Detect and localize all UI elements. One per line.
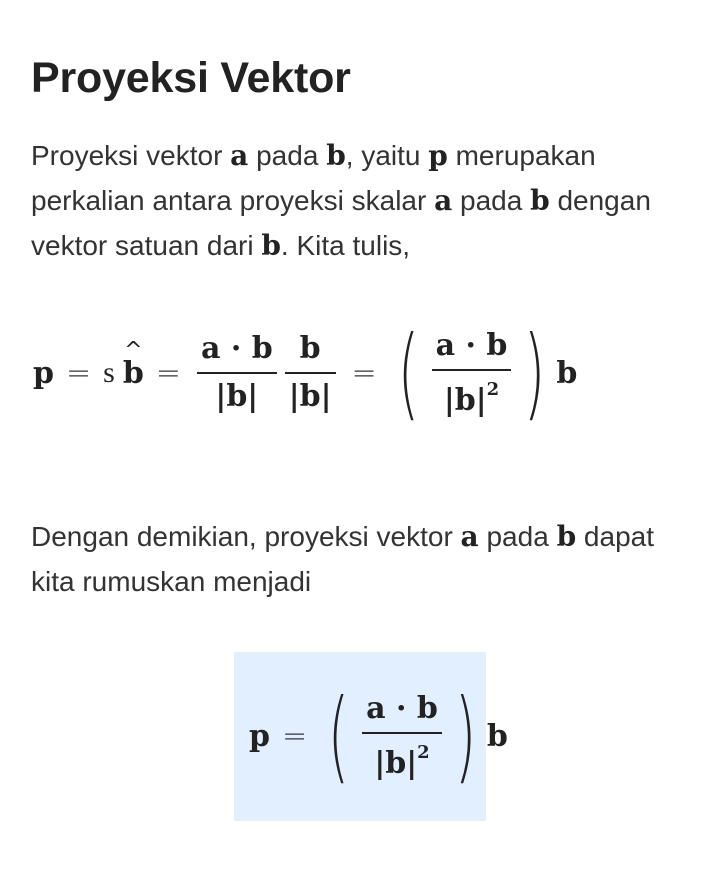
vector-b: b [530, 184, 550, 217]
fraction-bar [432, 369, 512, 371]
page-title: Proyeksi Vektor [31, 54, 351, 102]
vector-a: a [434, 184, 453, 217]
vector-a: a [460, 520, 479, 553]
math-p: p [249, 718, 270, 754]
fraction-scalar-projection [197, 330, 277, 416]
fraction-numerator: a · b [366, 690, 438, 726]
equals-sign: = [351, 355, 377, 391]
fraction-denominator: |b| [288, 379, 332, 414]
equals-sign: = [155, 355, 181, 391]
vector-a: a [230, 139, 249, 172]
exponent: 2 [417, 741, 430, 763]
paragraph-intro: Proyeksi vektor a pada b, yaitu p merupakan perkalian antara proyeksi skalar a pada b dengan vektor satuan dari b. Kita tulis, [31, 139, 651, 262]
vector-b: b [261, 229, 281, 262]
vector-b: b [326, 139, 346, 172]
math-b: b [556, 355, 578, 391]
exponent: 2 [486, 378, 500, 400]
fraction-numerator: b [299, 331, 321, 366]
math-b-hat: ^ b [123, 356, 144, 391]
fraction-denominator: |b| [215, 379, 259, 414]
fraction-bar [197, 372, 277, 374]
fraction-numerator: a · b [200, 331, 273, 366]
left-paren: ( [327, 677, 350, 794]
fraction-bar [362, 732, 442, 734]
math-p: p [33, 355, 54, 391]
right-paren: ) [454, 677, 477, 794]
projection-derivation-equation [33, 314, 578, 431]
vector-b: b [556, 520, 577, 553]
fraction-coefficient [362, 690, 442, 783]
right-paren: ) [524, 314, 546, 431]
equals-sign: = [65, 355, 92, 391]
fraction-unit-vector [285, 330, 336, 416]
paragraph-conclusion: Dengan demikian, proyeksi vektor a pada b dapat kita rumuskan menjadi [31, 520, 654, 597]
fraction-denominator: $|b|^2$ [443, 378, 500, 418]
equals-sign: = [281, 718, 308, 754]
projection-formula [249, 677, 508, 794]
vector-p: p [428, 139, 448, 172]
fraction-bar [285, 372, 336, 374]
fraction-numerator: a · b [435, 327, 508, 363]
math-b: b [486, 718, 508, 754]
fraction-coefficient [432, 327, 512, 420]
math-scalar-s: s [103, 356, 115, 389]
left-paren: ( [397, 314, 419, 431]
fraction-denominator: $|b|^2$ [374, 741, 430, 781]
